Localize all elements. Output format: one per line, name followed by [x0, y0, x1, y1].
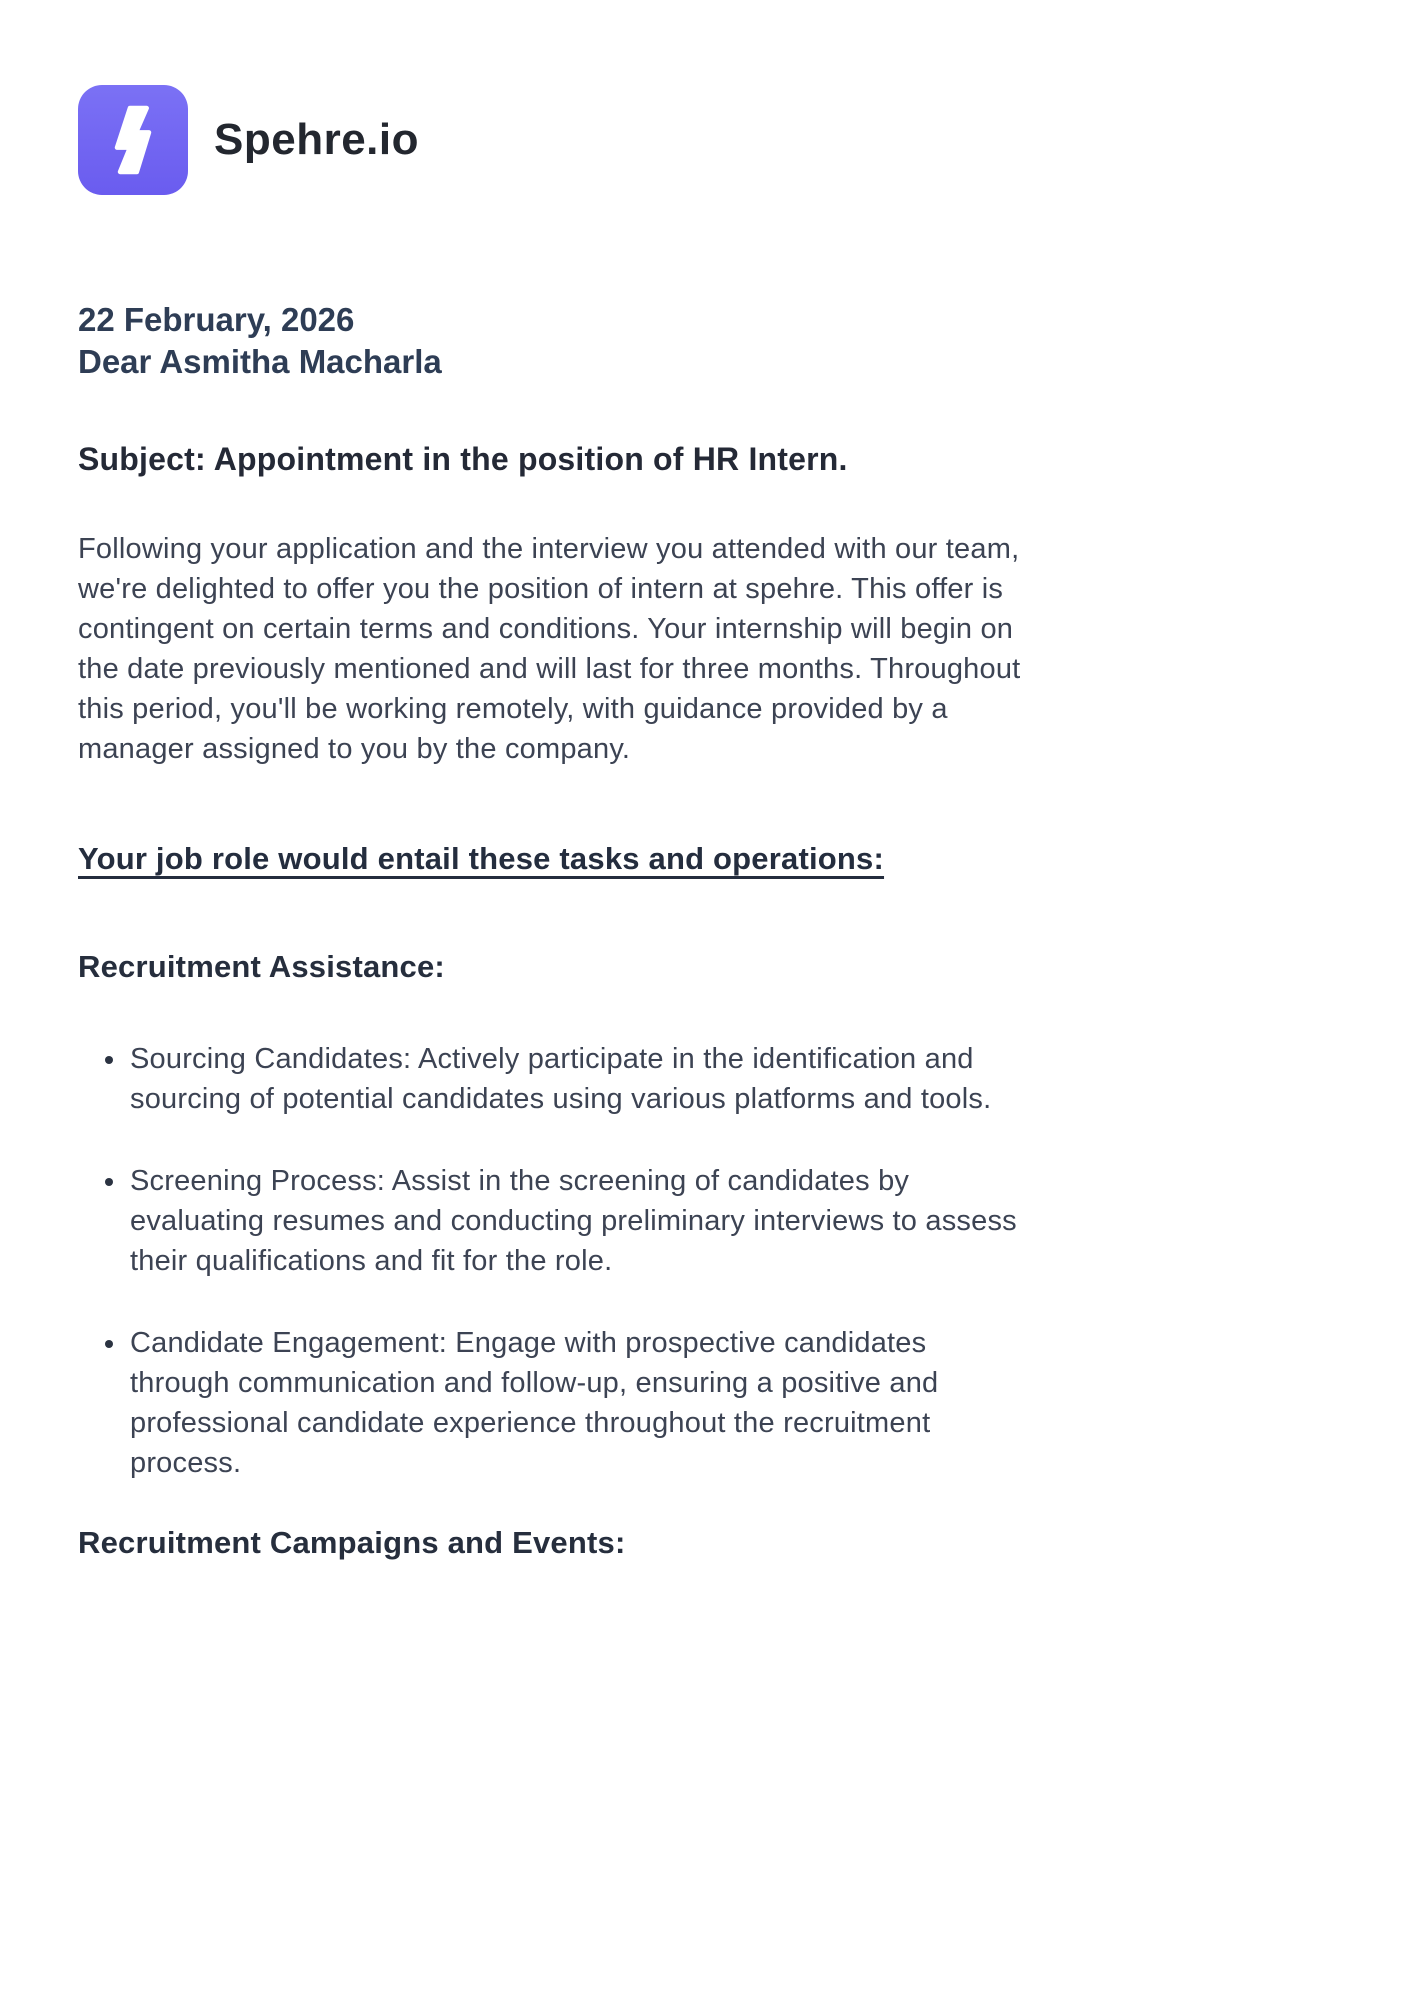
brand-name: Spehre.io [214, 115, 419, 164]
bullet-sourcing-candidates: • Sourcing Candidates: Actively participate in the identification and sourcing of potential candidates using various platforms and tools. [128, 1039, 1033, 1119]
section-title-recruitment-campaigns: Recruitment Campaigns and Events: [78, 1525, 626, 1560]
salutation: Dear Asmitha Macharla [78, 343, 442, 380]
bullet-screening-process: • Screening Process: Assist in the screening of candidates by evaluating resumes and conducting preliminary interviews to assess their qualifications and fit for the role. [128, 1161, 1033, 1281]
subject-line: Subject: Appointment in the position of HR Intern. [78, 441, 848, 477]
spehre-logo [78, 85, 188, 195]
s-bolt-icon [95, 102, 171, 178]
bullet-candidate-engagement: • Candidate Engagement: Engage with prospective candidates through communication and follow-up, ensuring a positive and professional candidate experience throughout the recruitment process. [128, 1323, 1033, 1483]
recruitment-assistance-list [78, 1013, 1033, 1483]
section-title-recruitment-assistance: Recruitment Assistance: [78, 949, 445, 984]
date-salutation-block [78, 299, 1033, 383]
letter-date: 22 February, 2026 [78, 301, 355, 338]
tasks-heading: Your job role would entail these tasks and operations: [78, 841, 885, 876]
brand-header [78, 85, 1033, 195]
intro-paragraph: Following your application and the interview you attended with our team, we're delighted to offer you the position of intern at spehre. This offer is contingent on certain terms and conditions. Your internship will begin on the date previously mentioned and will last for three months. Throughout this period, you'll be working remotely, with guidance provided by a manager assigned to you by the company. [78, 533, 1021, 765]
